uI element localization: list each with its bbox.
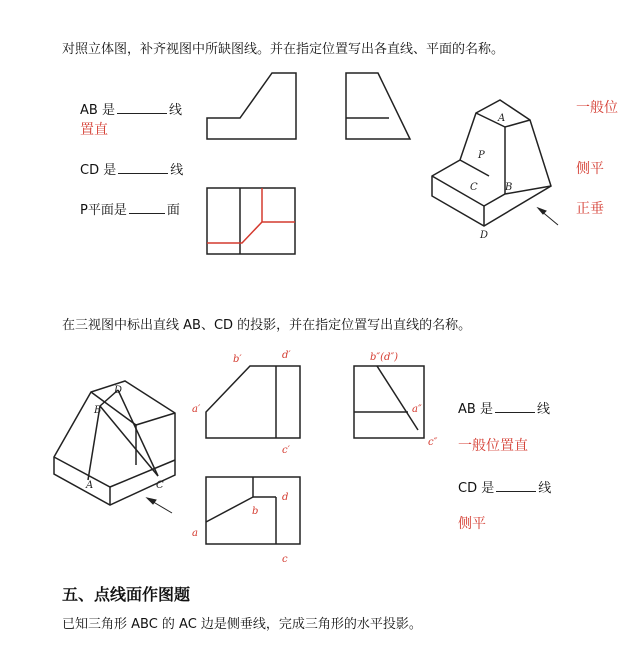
view-arrow-2 bbox=[147, 498, 172, 513]
label-P: P bbox=[478, 150, 485, 161]
instruction-1: 对照立体图，补齐视图中所缺图线。并在指定位置写出各直线、平面的名称。 bbox=[62, 42, 505, 57]
top-label-d: d bbox=[282, 492, 289, 503]
handwritten-answer-ab-1: 置直 bbox=[80, 122, 108, 138]
top-label-c: c bbox=[282, 554, 288, 565]
side-label-c2: c″ bbox=[428, 437, 438, 448]
section-heading: 五、点线面作图题 bbox=[62, 585, 191, 604]
handwritten-answer-ab-2: 一般位置直 bbox=[458, 438, 528, 454]
iso-label-C: C bbox=[156, 480, 164, 491]
label-D: D bbox=[480, 230, 489, 241]
answer-right-3: 正垂 bbox=[576, 201, 604, 217]
answer-blank[interactable] bbox=[495, 400, 535, 413]
side-label-bd2: b″(d″) bbox=[370, 352, 399, 363]
question-cd-2: CD 是 线 bbox=[458, 481, 552, 496]
label-C: C bbox=[470, 182, 478, 193]
top-label-a: a bbox=[192, 528, 198, 539]
instruction-3: 已知三角形 ABC 的 AC 边是侧垂线，完成三角形的水平投影。 bbox=[62, 617, 422, 632]
top-label-b: b bbox=[252, 506, 259, 517]
question-p-1: P平面是 面 bbox=[80, 203, 180, 218]
front-label-b1: b′ bbox=[233, 354, 242, 365]
front-label-d1: d′ bbox=[282, 350, 291, 361]
question-ab-2: AB 是 线 bbox=[458, 402, 550, 417]
instruction-2: 在三视图中标出直线 AB、CD 的投影，并在指定位置写出直线的名称。 bbox=[62, 318, 472, 333]
answer-right-2: 侧平 bbox=[576, 161, 604, 177]
iso-label-A: A bbox=[86, 480, 94, 491]
front-label-a1: a′ bbox=[192, 404, 201, 415]
question-cd-1: CD 是 线 bbox=[80, 163, 184, 178]
label-B: B bbox=[505, 182, 513, 193]
answer-right-1: 一般位 bbox=[576, 100, 618, 116]
side-view-2 bbox=[354, 366, 424, 438]
handwritten-answer-cd-2: 侧平 bbox=[458, 516, 486, 532]
question-ab-1: AB 是 线 bbox=[80, 103, 182, 118]
label-A: A bbox=[498, 113, 506, 124]
iso-label-D: D bbox=[114, 385, 123, 396]
side-label-a2: a″ bbox=[412, 404, 422, 415]
front-view-2 bbox=[206, 366, 300, 438]
answer-blank[interactable] bbox=[496, 479, 536, 492]
front-label-c1: c′ bbox=[282, 445, 290, 456]
iso-label-B: B bbox=[94, 405, 102, 416]
